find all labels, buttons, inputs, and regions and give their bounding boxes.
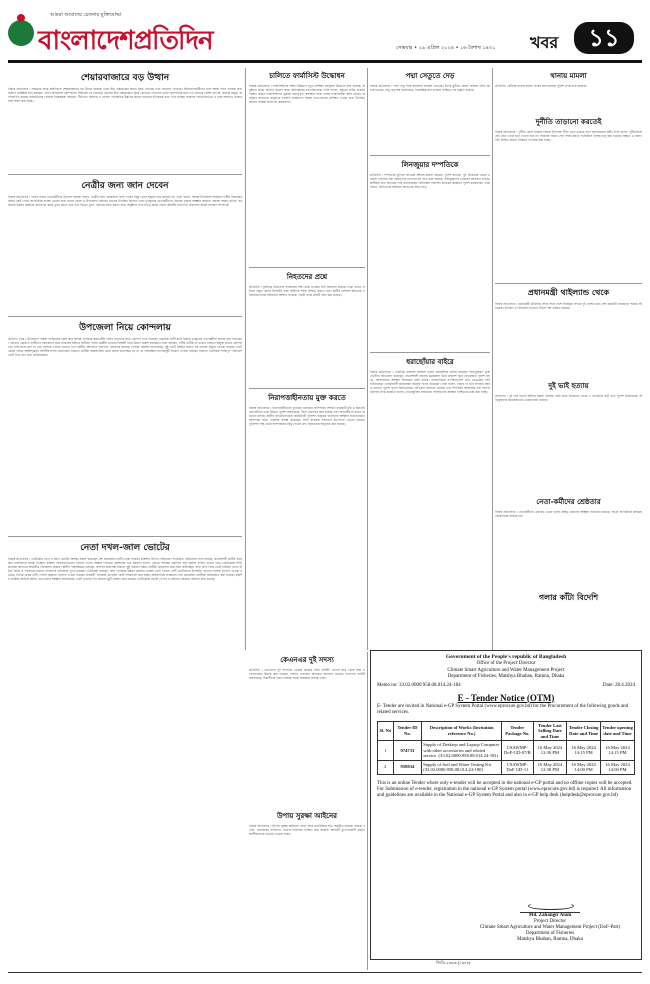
headline: নেতা দখল-জাল ভোটের bbox=[80, 543, 170, 553]
table-row: 2 958834 Supply of Soil and Water Testing Kit (33.02.0000.958.08.014.24-180) CSAWMP-DoF GD-11 16 May 2024 12:30 PM 16 May 2024 14:00 PM 16 May 2024 14:00 PM bbox=[378, 760, 635, 774]
table-row: 1 974733 Supply of Desktop and Laptop Computer with other accessories and related service. (33.02.0000.958.08.014.24-181) CSAWMP-DoF-GD-07/B 16 May 2024 12:30 PM 16 May 2024 14:15 PM 16 May 2024 14:15 PM bbox=[378, 741, 635, 761]
headline: কেএনএর দুই সদস্য bbox=[280, 656, 334, 664]
section-name: খবর bbox=[530, 33, 559, 52]
table-header: Tender Last Selling Date and Time bbox=[533, 721, 567, 741]
article-body: প্রতিনিধি । কেএনএর দুই সদস্যকে গ্রেপ্তার করেছে যৌথ বাহিনী। তাদের কাছ থেকে অস্ত্র ও গোলাবারুদ উদ্ধার করা হয়েছে। পাহাড়ি এলাকায় অভিযান অব্যাহত রয়েছে। নিরাপত্তা বাহিনী জানিয়েছে, সন্ত্রাসীদের দমনে সর্বোচ্চ সতর্ক অবস্থানে রয়েছে তারা। bbox=[249, 668, 365, 681]
signature-icon bbox=[520, 898, 580, 913]
article-body: নিজস্ব প্রতিবেদক । নেতাকর্মীদের ঐক্যবদ্ধ থেকে দলের শ্রেষ্ঠত্ব প্রমাণের আহ্বান জানানো হয়েছে। সভায় সাংগঠনিক কার্যক্রম জোরদারের সিদ্ধান্ত হয়। bbox=[495, 510, 642, 519]
column-1 bbox=[8, 68, 242, 917]
dept-line: Department of Fisheries, Matshya Bhaban, Ramna, Dhaka bbox=[447, 674, 565, 679]
office-line: Office of the Project Director bbox=[476, 661, 536, 666]
table-header: Tender ID No. bbox=[393, 721, 422, 741]
signatory-dept: Department of Fisheries bbox=[525, 931, 575, 936]
article-body: নিজস্ব প্রতিবেদক । নিরাপত্তাহীনতায় ভুগছেন এলাকার বাসিন্দারা। সম্প্রতি কয়েকটি চুরি ও ছিনতাইয়ের ঘটনায় তারা উদ্বিগ্ন। পুলিশ জানিয়েছে, টহল জোরদার করা হয়েছে এবং অপরাধীদের ধরতে অভিযান চলছে। স্থানীয় জনপ্রতিনিধিরা কমিউনিটি পুলিশিং কার্যক্রম বাড়ানোর আহ্বান জানিয়েছেন। বাসিন্দারা রাতে পাহারার ব্যবস্থা করেছেন। সিসি ক্যামেরা বসানোর উদ্যোগও নেওয়া হয়েছে। পুলিশের পক্ষ থেকে সন্দেহজনক কিছু দেখলে দ্রুত জানানোর অনুরোধ করা হয়েছে। bbox=[249, 406, 365, 427]
article-body: প্রতিনিধি । দুই ভাই হত্যার ঘটনায় মামলা হয়েছে। জমি নিয়ে বিরোধের জেরে এ হত্যাকাণ্ড ঘটে বলে পুলিশ জানিয়েছে। অভিযুক্তদের কয়েকজনকে গ্রেপ্তার করা হয়েছে। bbox=[495, 394, 642, 403]
headline: নেত্রীর জন্য জান দেবেন bbox=[81, 181, 169, 191]
signatory-title: Project Director bbox=[533, 919, 567, 924]
article-body: প্রতিনিধি । দুর্ঘটনায় নিহতদের পরিবারের পক্ষ থেকে তদন্তের দাবি জানানো হয়েছে। তারা বলেন, ঘটনার প্রকৃত কারণ উদঘাটন করে দায়ীদের শাস্তি নিশ্চিত করতে হবে। স্থানীয় প্রশাসন ক্ষতিগ্রস্ত পরিবারগুলোকে সহায়তার আশ্বাস দিয়েছে। একটি তদন্ত কমিটি গঠন করা হয়েছে। bbox=[249, 285, 365, 298]
tender-note: This is an online Tender where only e-tender will be accepted in the national e-GP portal and no offline copies will be accepted. For Submission of e-tender, registration in the national e-GP System portal (www.eprocure.gov.bd) is required. All information and guidelines are available in the National e-GP System Portal and also in e-GP help desk (helpdesk@eprocure.gov.bd) bbox=[377, 780, 633, 799]
headline: দুই ভাই হত্যায় bbox=[548, 382, 589, 390]
article-body: নিজস্ব প্রতিবেদক । দুর্নীতি দমনে সরকার জিরো টলারেন্স নীতি গ্রহণ করেছে বলে জানিয়েছেন মন্ত্রী। তিনি বলেন, দুর্নীতিবাজ যেই হোক তাকে ছাড় দেওয়া হবে না। সরকারি দপ্তরে সেবা সহজ করতে ডিজিটাল ব্যবস্থা চালু করা হয়েছে। স্বচ্ছতা ও জবাবদিহি নিশ্চিত করতে নিয়মিত তদারকি করা হচ্ছে। bbox=[495, 130, 642, 143]
article-body: নিজস্ব প্রতিবেদক । প্রধানমন্ত্রী থাইল্যান্ড সফর শেষে দেশে ফিরছেন। সফরে দুই দেশের মধ্যে বেশ কয়েকটি সমঝোতা স্মারক সই হয়েছে। বাণিজ্য ও বিনিয়োগ বাড়াতে উভয় পক্ষ একমত হয়েছে। bbox=[495, 302, 642, 311]
article-body: নিজস্ব প্রতিবেদক । ভোটকেন্দ্র দখল ও জাল ভোটের আশঙ্কা প্রকাশ করেছেন বেশ কয়েকজন প্রার্থী। তারা নির্বাচন কমিশনে লিখিত অভিযোগ দিয়েছেন। অভিযোগে বলা হয়েছে, প্রভাবশালী প্রার্থীর সমর্থকরা ভোটারদের হুমকি দিচ্ছেন। কমিশন অভিযোগগুলো খতিয়ে দেখার আশ্বাস দিয়েছে। কমিশনের এক কর্মকর্তা বলেন, কোনো অনিয়ম প্রমাণিত হলে কঠোর ব্যবস্থা নেওয়া হবে। ভোটকেন্দ্রে সিসি ক্যামেরা স্থাপনের বিষয়টিও বিবেচনায় রয়েছে। স্থানীয় পর্যবেক্ষকরা বলছেন, প্রশাসন নিরপেক্ষ থাকলে সুষ্ঠু নির্বাচন সম্ভব। প্রার্থীরা প্রচারণায় ব্যস্ত সময় কাটাচ্ছেন। বাড়ি বাড়ি গিয়ে ভোট চাইছেন তারা। উঠান বৈঠক ও পথসভার মাধ্যমে নিজেদের প্রতিশ্রুতি তুলে ধরছেন। ভোটাররা বলছেন, যিনি এলাকার উন্নয়ন করবেন তাকেই ভোট দেবেন। নারী ভোটারদের উপস্থিতি বাড়াতে বিশেষ উদ্যোগ নেওয়া হয়েছে। বিভিন্ন কেন্দ্রে নারী পোলিং কর্মকর্তা নিয়োগ দেওয়া হয়েছে। নির্বাচনী এলাকায় মোবাইল কোর্ট পরিচালনা করা হচ্ছে। আচরণবিধি লঙ্ঘনের দায়ে কয়েকজন প্রার্থীকে জরিমানাও করা হয়েছে। কমিশন সংশ্লিষ্ট সবাইকে আইন মেনে চলার আহ্বান জানিয়েছে। ভোট গ্রহণের দিন সাধারণ ছুটি ঘোষণা করা হয়েছে। ভোটকেন্দ্রে ব্যালট পেপার ও অন্যান্য সরঞ্জাম পাঠানো শুরু হয়েছে। bbox=[8, 557, 242, 582]
article-body: প্রতিনিধি । দম্পতিকে কুপিয়ে জখমের ঘটনায় মামলা হয়েছে। পুলিশ জানায়, পূর্ব বিরোধের জেরে এ হামলা চালানো হয়। আহতদের হাসপাতালে ভর্তি করা হয়েছে। অভিযুক্তদের গ্রেপ্তারে অভিযান চলছে। স্থানীয়রা দ্রুত বিচারের দাবি জানিয়েছেন। ঘটনাস্থল পরিদর্শন করেছেন ঊর্ধ্বতন পুলিশ কর্মকর্তারা। তারা বলেন, জড়িতদের আইনের আওতায় আনা হবে। bbox=[370, 173, 490, 190]
newspaper-logo: বাংলাদেশপ্রতিদিন bbox=[38, 26, 213, 56]
signature-block bbox=[470, 898, 630, 943]
article-body: নিজস্ব প্রতিবেদক । পদ্মা সেতু দিয়ে যানবাহন চলাচল বেড়েছে। ঈদের ছুটিতে রেকর্ড পরিমাণ টোল আদায় হয়েছে। সেতু কর্তৃপক্ষ জানিয়েছে, নিরবচ্ছিন্ন যান চলাচল নিশ্চিতে সব প্রস্তুতি রয়েছে। bbox=[370, 84, 490, 93]
column-2 bbox=[249, 68, 365, 660]
headline: নিহতদের প্রশ্নে bbox=[286, 273, 328, 281]
column-4 bbox=[495, 68, 642, 607]
column-3 bbox=[370, 68, 490, 680]
article-body: নিজস্ব প্রতিবেদক । সপ্তাহের প্রথম কার্যদিবসে শেয়ারবাজারে বড় উত্থান হয়েছে। ঢাকা স্টক এক্সচেঞ্জের প্রধান সূচক বেড়েছে এবং লেনদেন বেড়েছে। বিনিয়োগকারীদের মধ্যে আস্থা ফিরে এসেছে বলে বাজার সংশ্লিষ্টরা মনে করছেন। এদিন অধিকাংশ কোম্পানির শেয়ারের দর বেড়েছে। চট্টগ্রাম স্টক এক্সচেঞ্জেও সূচক বেড়েছে। লেনদেন হওয়া কোম্পানির মধ্যে দর বেড়েছে বেশির ভাগের, কমেছে কিছুর, অপরিবর্তিত রয়েছে বাকিগুলোর। বাজার বিশ্লেষকরা বলছেন, নীতিগত সহায়তা ও তারল্য পরিস্থিতির উন্নতির কারণে বাজারে ইতিবাচক ধারা দেখা যাচ্ছে। সামনের দিনগুলোতেও এ ধারা অব্যাহত থাকবে বলে আশা করা হচ্ছে। bbox=[8, 87, 242, 104]
tagline: আমরা আমাদের চেতনার মুক্তিযোদ্ধা bbox=[50, 12, 122, 18]
tender-intro: E- Tender are invited in National e-GP System Portal (www.eprocure.gov.bd) for the Procurement of the following goods and related services. bbox=[377, 703, 629, 715]
article-body: নিজস্ব প্রতিবেদক । একাধিক মামলার আসামি হয়েও ধরাছোঁয়ার বাইরে রয়েছেন অভিযুক্তরা। ভুক্তভোগীরা অভিযোগ করেছেন, প্রভাবশালী মহলের ছত্রছায়ায় তারা প্রকাশ্যে ঘুরে বেড়াচ্ছেন। পুলিশ বলছে, আসামিদের অবস্থান শনাক্তের চেষ্টা চলছে। মানবাধিকার সংগঠনগুলো দ্রুত গ্রেপ্তারের দাবি জানিয়েছে। এলাকাবাসী মানববন্ধন কর্মসূচি পালন করেছেন। তারা বলেন, বিচার না হলে অপরাধ আরও বাড়বে। পুলিশ সুপার জানিয়েছেন, অভিযান অব্যাহত রয়েছে এবং শিগগিরই আসামিরা ধরা পড়বে। মামলার তদন্ত কর্মকর্তা বলেন, তথ্যপ্রযুক্তির সহায়তায় আসামিদের অবস্থান নিশ্চিতের চেষ্টা করা হচ্ছে। bbox=[370, 370, 490, 395]
memo-row bbox=[371, 681, 641, 690]
headline: লিনজুয়ার দম্পতিকে bbox=[401, 161, 459, 169]
headline: উপায় সুরক্ষা আইনের bbox=[276, 812, 338, 820]
headline: উপজেলা নিয়ে কোন্দলায় bbox=[79, 323, 171, 333]
project-line: Climate Smart Agriculture and Water Management Project bbox=[447, 667, 565, 673]
headline: নেতা-কর্মীদের শ্রেষ্ঠতার bbox=[536, 498, 601, 506]
table-header-row bbox=[378, 721, 635, 741]
article-body: নিজস্ব প্রতিবেদক । উপাত্ত সুরক্ষা আইনের খসড়া নিয়ে মতবিনিময় সভা অনুষ্ঠিত হয়েছে। বক্তারা বলেন, নাগরিকের ব্যক্তিগত তথ্যের নিরাপত্তা নিশ্চিত করা জরুরি। আইনটি যুগোপযোগী করতে অংশীজনদের মতামত নেওয়া হচ্ছে। bbox=[249, 824, 365, 837]
table-header: Sl. No bbox=[378, 721, 394, 741]
signatory-address: Matshya Bhaban, Ramna, Dhaka bbox=[517, 937, 583, 942]
article-body: নিজস্ব প্রতিবেদক । ফার্মাসিস্টদের দক্ষতা উন্নয়নে নতুন প্রশিক্ষণ কর্মসূচির উদ্বোধন করা হয়েছে। অনুষ্ঠানে প্রধান অতিথি ছিলেন স্বাস্থ্য অধিদপ্তরের মহাপরিচালক। তিনি বলেন, ওষুধের সঠিক ব্যবহার নিশ্চিত করতে ফার্মাসিস্টদের ভূমিকা গুরুত্বপূর্ণ। প্রশিক্ষণে সারা দেশের ফার্মাসিস্টরা অংশ নেবেন। কর্মসূচির আওতায় আধুনিক ফার্মেসি ব্যবস্থাপনা বিষয়ে হাতে-কলমে প্রশিক্ষণ দেওয়া হবে। উপস্থিত ছিলেন সংশ্লিষ্ট বিভাগের কর্মকর্তারা। bbox=[249, 84, 365, 105]
signatory-name: Md. Zahangir Alam bbox=[528, 913, 572, 918]
article-body: প্রতিনিধি । ঘটনায় থানায় মামলা দায়ের করা হয়েছে। পুলিশ তদন্ত শুরু করেছে। bbox=[495, 84, 587, 88]
headline: দুর্নীতি তাড়ানো করতেই bbox=[535, 118, 602, 126]
signatory-project: Climate Smart Agriculture and Water Management Project (DoF-Part) bbox=[479, 925, 621, 930]
gov-line: Government of the People's republic of Bangladesh bbox=[445, 654, 567, 660]
page-number: ১১ bbox=[574, 22, 634, 54]
table-header: Tender Package No. bbox=[502, 721, 534, 741]
bottom-stories bbox=[249, 652, 365, 974]
headline: ধরাছোঁয়ার বাইরে bbox=[406, 358, 454, 366]
headline: চালিতে ফার্মাসিস্ট উদ্ধোধন bbox=[269, 72, 345, 80]
masthead-rule bbox=[8, 60, 642, 63]
article-body: নিজস্ব প্রতিবেদক । দলের সভায় নেতাকর্মীদের উদ্দেশে বক্তারা বলেন, নেত্রীর জন্য প্রয়োজনে জান দেবেন কিন্তু দলের শৃঙ্খলা ভঙ্গ করবেন না। তারা বলেন, আসন্ন উপজেলা নির্বাচনে দলীয় সিদ্ধান্তের বাইরে কেউ গেলে সাংগঠনিক ব্যবস্থা নেওয়া হবে। সভায় জেলা ও উপজেলা পর্যায়ের নেতারা উপস্থিত ছিলেন। তারা তৃণমূলের নেতাকর্মীদের ঐক্যবদ্ধ থাকার আহ্বান জানান। বক্তারা আরও বলেন, সরকারের উন্নয়ন কর্মকাণ্ড জনগণের কাছে তুলে ধরতে হবে এবং বিভেদ ভুলে একসঙ্গে কাজ করতে হবে। অনুষ্ঠানে সভাপতিত্ব করেন জেলা কমিটির সভাপতি। সঞ্চালনা করেন সাধারণ সম্পাদক। bbox=[8, 195, 242, 208]
table-header: Description of Works (Invitation reference No.) bbox=[422, 721, 502, 741]
headline: গলার কাঁটা বিদেশি bbox=[538, 593, 599, 602]
memo-number: Memo no: 33.02.0000.958.08.014.24-184 bbox=[377, 682, 461, 688]
logo-icon bbox=[8, 20, 34, 46]
tender-table bbox=[377, 721, 635, 775]
tender-title: E - Tender Notice (OTM) bbox=[457, 692, 555, 703]
memo-date: Date: 28.4.2024 bbox=[602, 682, 635, 688]
table-header: Tender opening date and Time bbox=[601, 721, 635, 741]
headline: পদ্মা সেতুতে দেড় bbox=[405, 72, 455, 80]
masthead bbox=[8, 8, 642, 60]
headline: থানায় মামলা bbox=[550, 72, 587, 80]
govt-code: জিডি-২৩৯৬ (১৬×৪) bbox=[436, 960, 471, 965]
headline: শেয়ারবাজারে বড় উত্থান bbox=[80, 73, 170, 83]
article-body: প্রতিদিন ডেস্ক । উপজেলা পরিষদ নির্বাচনকে কেন্দ্র করে বিভিন্ন এলাকায় ক্ষমতাসীন দলের নেতাদের মধ্যে কোন্দল দেখা দিয়েছে। একাধিক প্রার্থী মাঠে থাকায় তৃণমূলের নেতাকর্মীরা বিভক্ত হয়ে পড়েছেন। কোথাও কোথাও প্রার্থীদের সমর্থকদের মধ্যে সংঘর্ষের ঘটনাও ঘটেছে। দলের কেন্দ্রীয় নেতারা বিষয়টি নিয়ে উদ্বেগ প্রকাশ করেছেন। তারা বলছেন, দলীয় প্রতীক না থাকায় নির্বাচন উন্মুক্ত হলেও কোন্দল যেন সহিংসতায় রূপ না নেয় সেদিকে খেয়াল রাখতে হবে। স্থানীয় প্রশাসনও নিরাপত্তা জোরদার করেছে। নির্বাচন কমিশন জানিয়েছে, সুষ্ঠু ভোট নিশ্চিত করতে সব ধরনের প্রস্তুতি নেওয়া হয়েছে। ভোটকেন্দ্রে পর্যাপ্ত আইনশৃঙ্খলা বাহিনীর সদস্য মোতায়েন থাকবে। প্রার্থীরা আচরণবিধি মেনে প্রচার চালাচ্ছেন কি না তা পর্যবেক্ষণে ম্যাজিস্ট্রেট নিয়োগ দেওয়া হয়েছে। সাধারণ ভোটাররা শান্তিপূর্ণ পরিবেশে ভোট দিতে চান বলে জানিয়েছেন। bbox=[8, 337, 242, 358]
date-line: সোমবার • ২৯ এপ্রিল ২০২৪ • ১৬ বৈশাখ ১৪৩১ bbox=[396, 45, 496, 51]
table-header: Tender Closing Date and Time bbox=[567, 721, 601, 741]
headline: নিরাপত্তাহীনতায় মুক্ত করতে bbox=[268, 394, 346, 402]
headline: প্রধানমন্ত্রী থাইল্যান্ড থেকে bbox=[527, 288, 610, 297]
